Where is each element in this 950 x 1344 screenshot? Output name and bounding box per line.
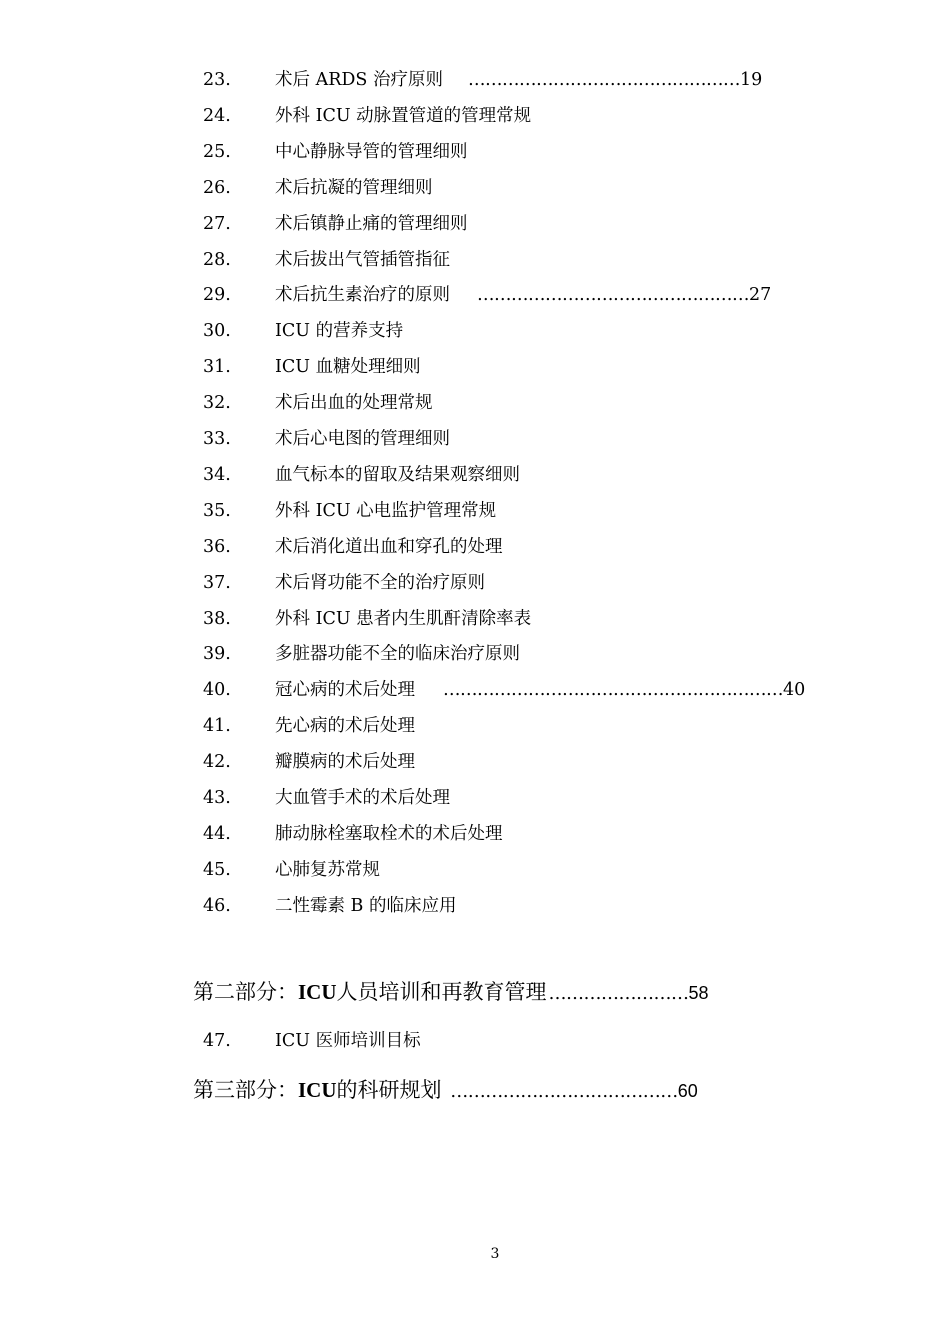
entry-title: 心肺复苏常规 (275, 860, 380, 880)
part-title: 的科研规划 (336, 1078, 449, 1102)
entry-number: 27. (203, 214, 231, 234)
leader-dots: ………………………………………… (477, 285, 749, 305)
page-ref: 19 (740, 70, 763, 90)
entry-number: 23. (203, 70, 231, 90)
entry-title: ICU 医师培训目标 (275, 1031, 421, 1051)
entry-title: 术后镇静止痛的管理细则 (275, 214, 468, 234)
entry-title: 多脏器功能不全的临床治疗原则 (275, 644, 520, 664)
entry-title: 大血管手术的术后处理 (275, 788, 450, 808)
entry-number: 46. (203, 896, 231, 916)
entry-number: 37. (203, 573, 231, 593)
leader-dots: …………………… (548, 983, 689, 1004)
entry-title: 术后肾功能不全的治疗原则 (275, 573, 485, 593)
entry-number: 36. (203, 537, 231, 557)
entry-number: 35. (203, 501, 231, 521)
entry-number: 47. (203, 1031, 231, 1051)
entry-title: ICU 血糖处理细则 (275, 357, 421, 377)
entry-number: 40. (203, 680, 231, 700)
entry-title: 血气标本的留取及结果观察细则 (275, 465, 520, 485)
leader-dots: ………………………………………… (468, 70, 740, 90)
entry-number: 24. (203, 106, 231, 126)
entry-title: 中心静脉导管的管理细则 (275, 142, 468, 162)
entry-title: 术后消化道出血和穿孔的处理 (275, 537, 503, 557)
entry-number: 43. (203, 788, 231, 808)
page-number: 3 (490, 1246, 500, 1262)
entry-number: 39. (203, 644, 231, 664)
entry-number: 26. (203, 178, 231, 198)
entry-title: 肺动脉栓塞取栓术的术后处理 (275, 824, 503, 844)
entry-title: 二性霉素 B 的临床应用 (275, 896, 457, 916)
entry-number: 30. (203, 321, 231, 341)
page-ref: 60 (677, 1081, 698, 1101)
entry-number: 32. (203, 393, 231, 413)
entry-title: 术后 ARDS 治疗原则 (275, 70, 443, 90)
toc-part-two[interactable] (193, 977, 709, 1007)
entry-number: 29. (203, 285, 231, 305)
entry-title: 术后抗凝的管理细则 (275, 178, 433, 198)
entry-number: 31. (203, 357, 231, 377)
part-title: 人员培训和再教育管理 (336, 980, 547, 1004)
part-bold: ICU (298, 1078, 337, 1102)
entry-title: ICU 的营养支持 (275, 321, 404, 341)
leader-dots: ………………………………… (450, 1081, 678, 1102)
entry-title: 先心病的术后处理 (275, 716, 415, 736)
page-ref: 40 (783, 680, 806, 700)
entry-number: 42. (203, 752, 231, 772)
part-bold: ICU (298, 980, 337, 1004)
entry-number: 33. (203, 429, 231, 449)
entry-number: 41. (203, 716, 231, 736)
entry-title: 术后心电图的管理细则 (275, 429, 450, 449)
entry-number: 34. (203, 465, 231, 485)
entry-title: 冠心病的术后处理 (275, 680, 415, 700)
entry-title: 术后拔出气管插管指征 (275, 250, 450, 270)
toc-part-three[interactable] (193, 1075, 698, 1105)
entry-title: 外科 ICU 动脉置管道的管理常规 (275, 106, 532, 126)
part-label: 第二部分： (193, 980, 298, 1004)
entry-number: 44. (203, 824, 231, 844)
leader-dots: …………………………………………………… (443, 680, 783, 700)
part-label: 第三部分： (193, 1078, 298, 1102)
entry-title: 外科 ICU 患者内生肌酐清除率表 (275, 609, 532, 629)
entry-title: 瓣膜病的术后处理 (275, 752, 415, 772)
entry-number: 28. (203, 250, 231, 270)
entry-title: 术后出血的处理常规 (275, 393, 433, 413)
entry-title: 术后抗生素治疗的原则 (275, 285, 450, 305)
entry-title: 外科 ICU 心电监护管理常规 (275, 501, 497, 521)
entry-number: 25. (203, 142, 231, 162)
entry-number: 38. (203, 609, 231, 629)
entry-number: 45. (203, 860, 231, 880)
page-ref: 27 (749, 285, 772, 305)
page-ref: 58 (688, 983, 709, 1003)
